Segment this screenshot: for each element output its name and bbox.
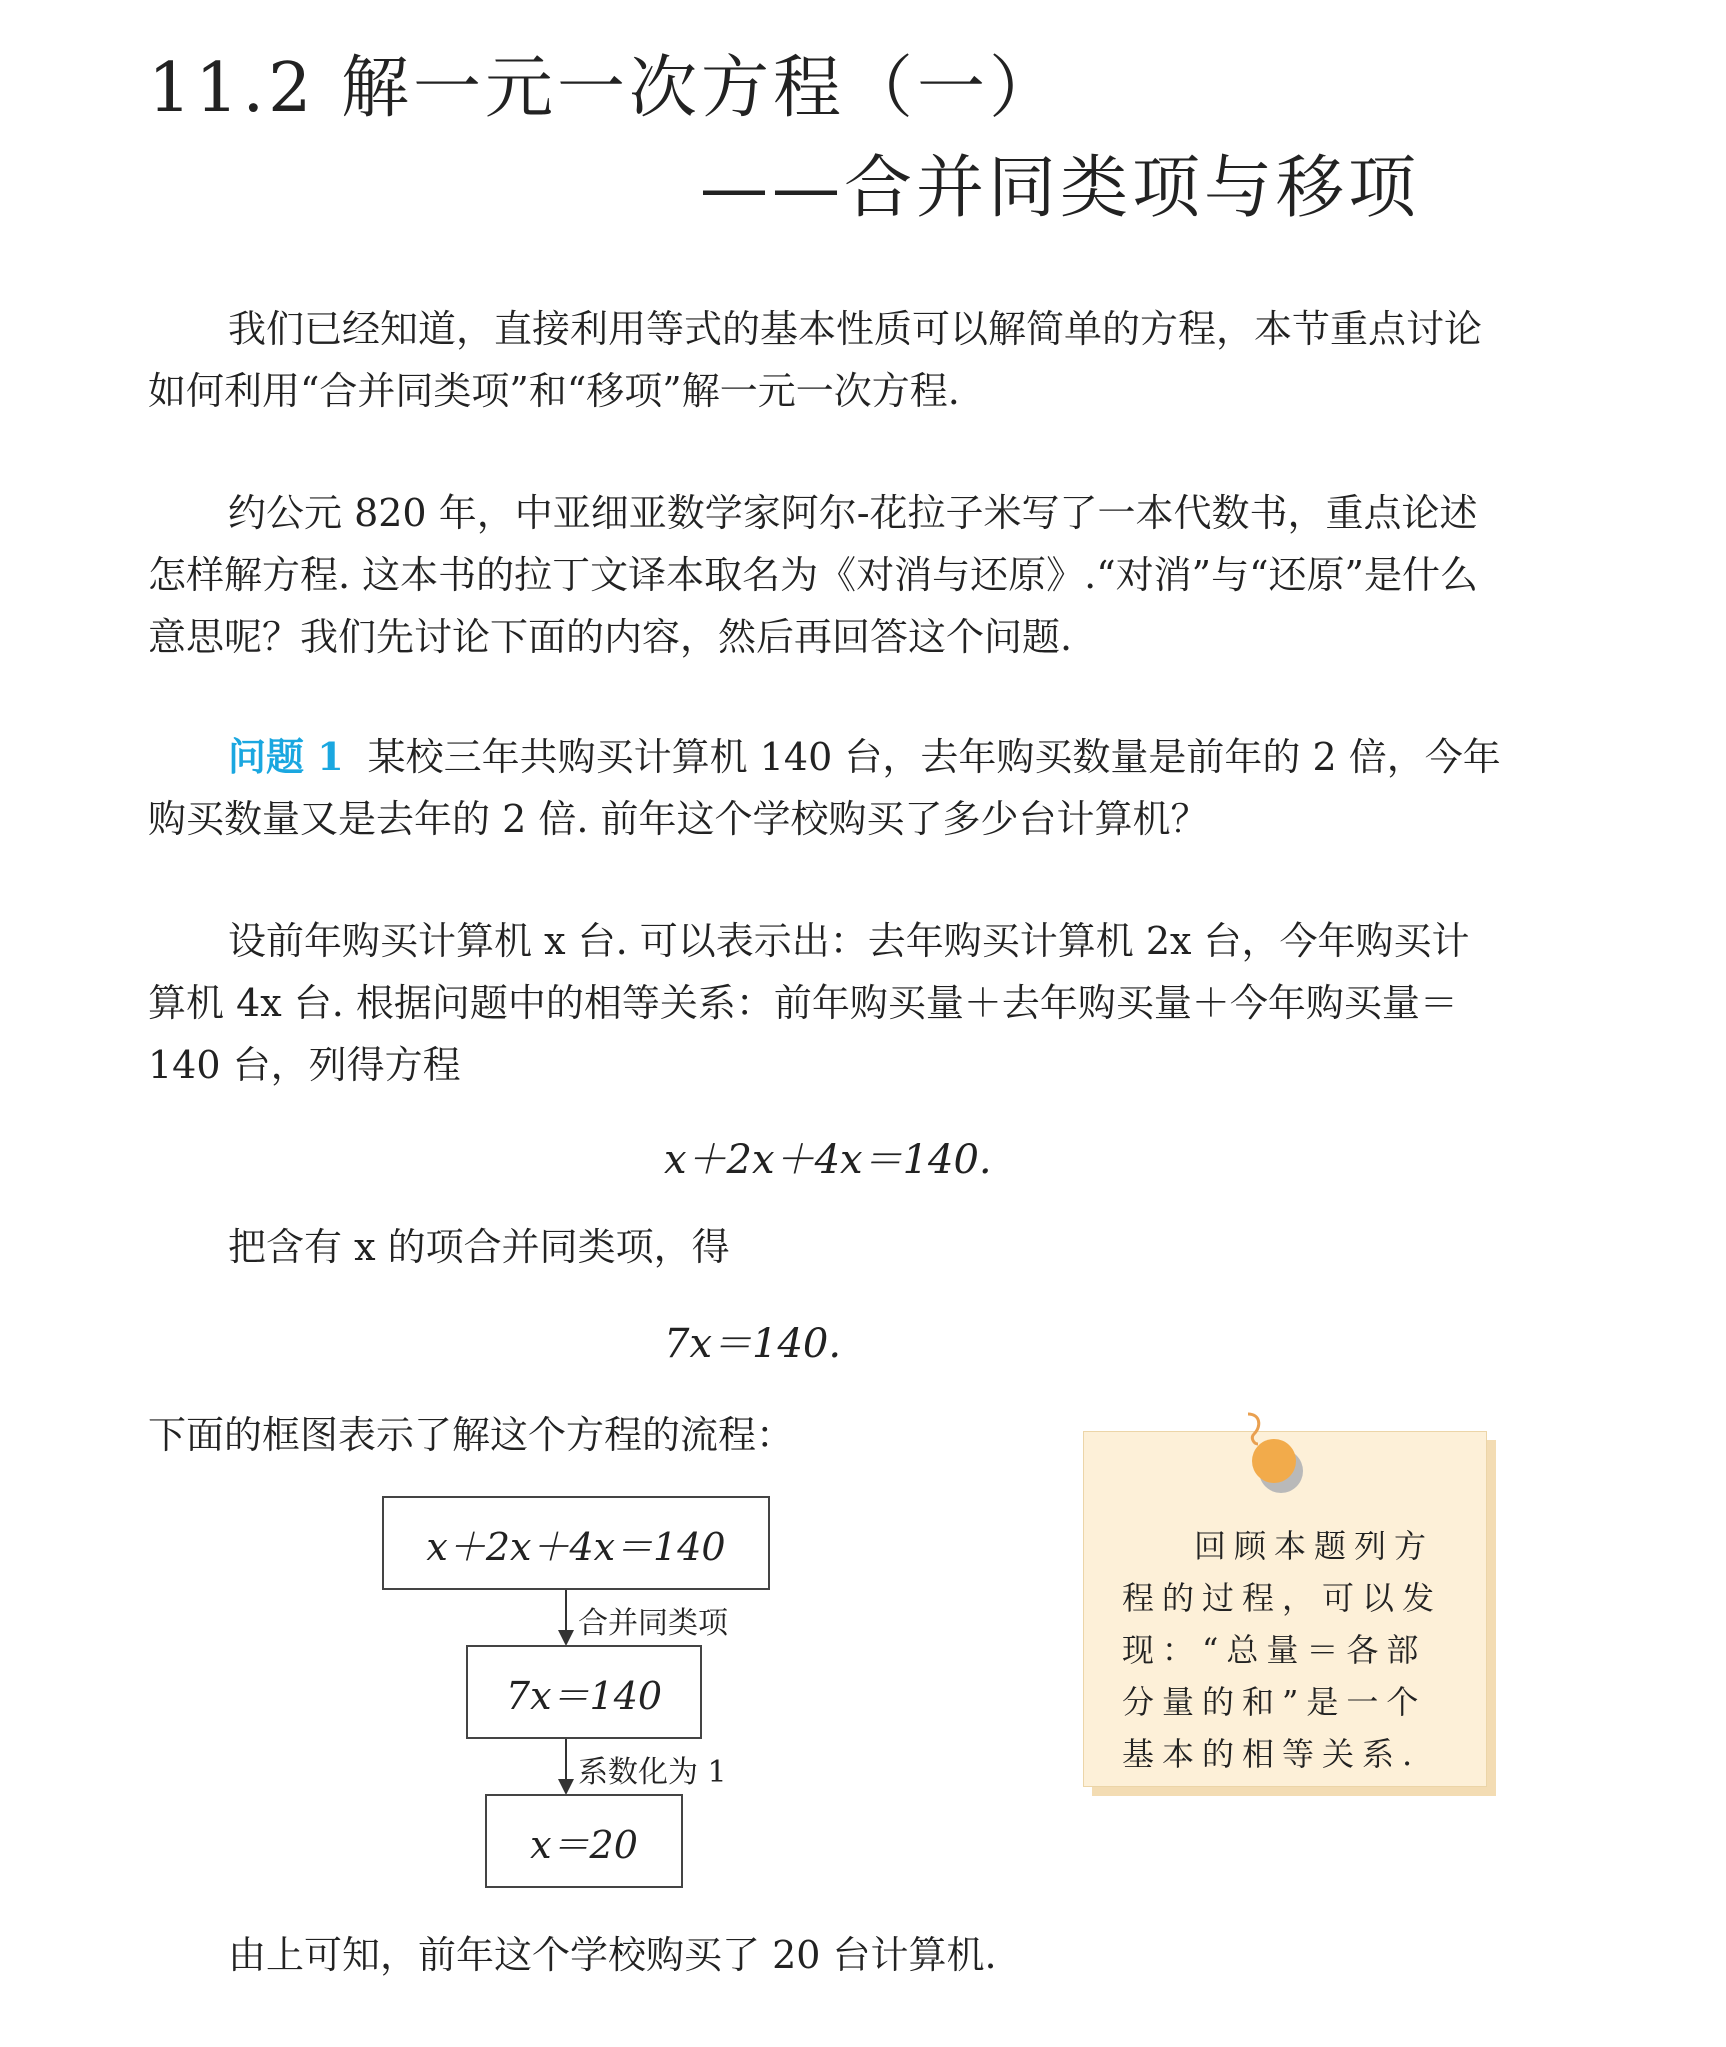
arrow-down-icon: [558, 1779, 574, 1795]
arrow-down-icon: [558, 1630, 574, 1646]
problem-paragraph: [148, 726, 1503, 850]
note-text: 回顾本题列方程的过程，可以发现：“总量＝各部分量的和”是一个基本的相等关系.: [1122, 1527, 1443, 1773]
problem-text: 某校三年共购买计算机 140 台，去年购买数量是前年的 2 倍，今年购买数量又是去年的 2 倍. 前年这个学校购买了多少台计算机？: [148, 735, 1501, 841]
combine-paragraph: 把含有 x 的项合并同类项，得: [228, 1225, 730, 1269]
pin-icon: [1252, 1439, 1296, 1483]
equation-2: 7x＝140.: [664, 1321, 842, 1367]
section-title: 11.2 解一元一次方程（一）: [148, 49, 1062, 128]
flow-arrow-2-label: 系数化为 1: [578, 1755, 727, 1790]
equation-1: x＋2x＋4x＝140.: [664, 1137, 992, 1183]
flow-arrow-1-label: 合并同类项: [578, 1606, 728, 1641]
flow-arrow-2: [565, 1739, 567, 1781]
flow-intro-paragraph: 下面的框图表示了解这个方程的流程：: [148, 1413, 795, 1457]
setup-paragraph: 设前年购买计算机 x 台. 可以表示出：去年购买计算机 2x 台，今年购买计算机 4x 台. 根据问题中的相等关系：前年购买量＋去年购买量＋今年购买量＝140 台，列得方程: [148, 919, 1470, 1087]
problem-label: 问题 1: [228, 734, 344, 779]
section-subtitle: ——合并同类项与移项: [700, 149, 1421, 228]
flow-box-3: x＝20: [485, 1794, 683, 1888]
intro-paragraph: 我们已经知道，直接利用等式的基本性质可以解简单的方程，本节重点讨论如何利用“合并同类项”和“移项”解一元一次方程.: [148, 307, 1483, 413]
conclusion-paragraph: 由上可知，前年这个学校购买了 20 台计算机.: [228, 1933, 997, 1977]
flow-arrow-1: [565, 1590, 567, 1632]
flow-box-1: x＋2x＋4x＝140: [382, 1496, 770, 1590]
history-paragraph: 约公元 820 年，中亚细亚数学家阿尔-花拉子米写了一本代数书，重点论述怎样解方程. 这本书的拉丁文译本取名为《对消与还原》.“对消”与“还原”是什么意思呢？我们先讨论下面的内容，然后再回答这个问题.: [148, 491, 1478, 659]
flow-box-2: 7x＝140: [466, 1645, 702, 1739]
